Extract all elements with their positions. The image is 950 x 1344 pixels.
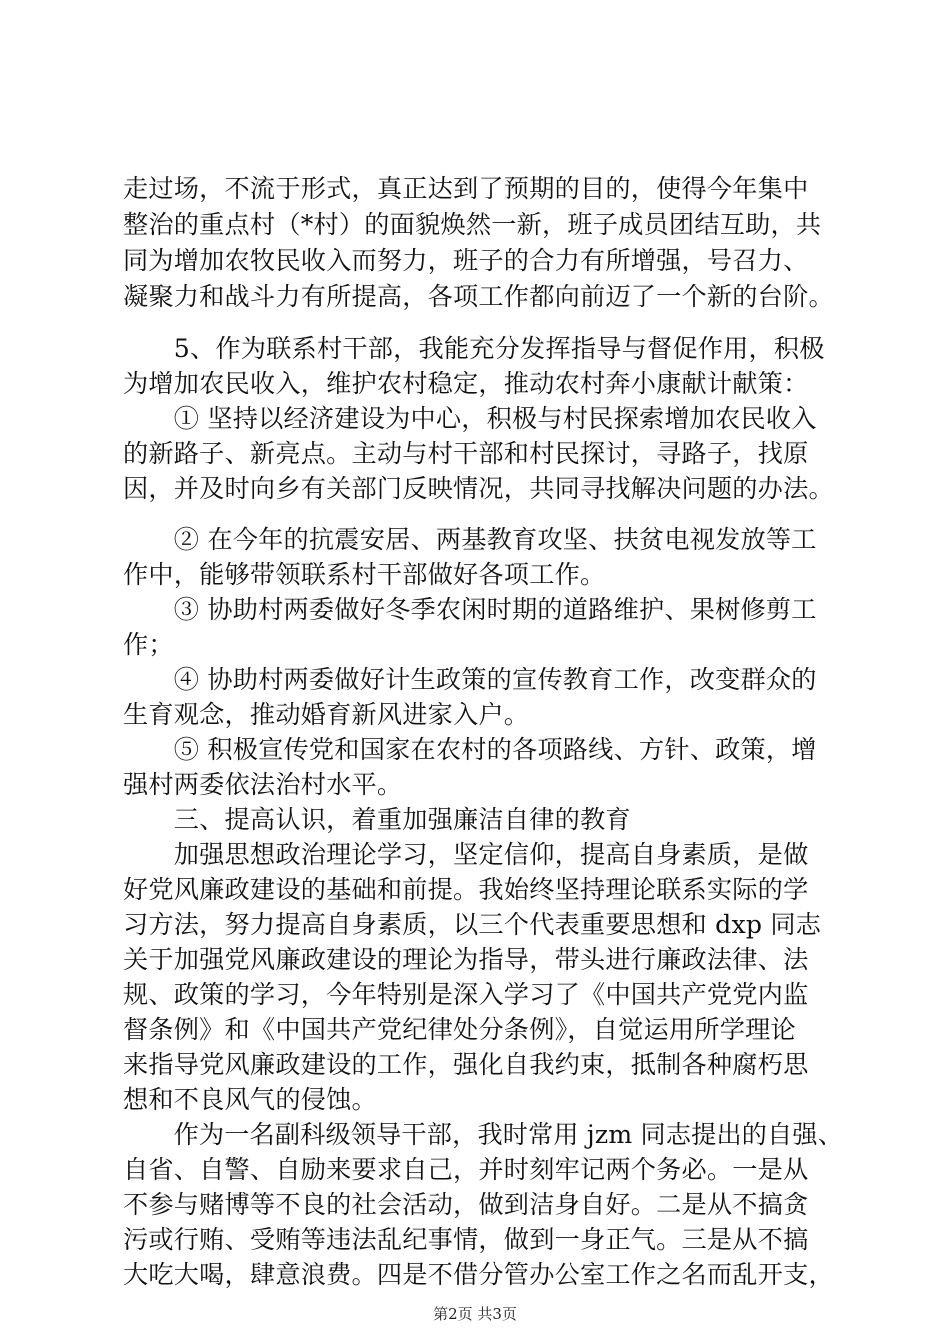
section-heading: 三、提高认识，着重加强廉洁自律的教育	[123, 805, 631, 834]
text-line: 污或行贿、受贿等违法乱纪事情，做到一身正气。三是从不搞	[123, 1225, 809, 1254]
text-line: 不参与赌博等不良的社会活动，做到洁身自好。二是从不搞贪	[123, 1190, 809, 1219]
text-line: 想和不良风气的侵蚀。	[123, 1085, 377, 1114]
text-line: ② 在今年的抗震安居、两基教育攻坚、扶贫电视发放等工	[123, 525, 817, 554]
text-line: 自省、自警、自励来要求自己，并时刻牢记两个务必。一是从	[123, 1155, 809, 1184]
text-line: 同为增加农牧民收入而努力，班子的合力有所增强，号召力、	[123, 246, 809, 275]
page-number-footer: 第2页 共3页	[433, 1305, 517, 1323]
text-line: 督条例》和《中国共产党纪律处分条例》，自觉运用所学理论	[123, 1015, 796, 1044]
text-line: 因，并及时向乡有关部门反映情况，共同寻找解决问题的办法。	[123, 474, 834, 503]
text-line: 作为一名副科级领导干部，我时常用 jzm 同志提出的自强、	[123, 1120, 844, 1149]
text-line: ④ 协助村两委做好计生政策的宣传教育工作，改变群众的	[123, 665, 817, 694]
text-line: ③ 协助村两委做好冬季农闲时期的道路维护、果树修剪工	[123, 595, 817, 624]
text-line: 凝聚力和战斗力有所提高，各项工作都向前迈了一个新的台阶。	[123, 282, 834, 311]
text-line: 来指导党风廉政建设的工作，强化自我约束，抵制各种腐朽思	[123, 1050, 809, 1079]
text-line: 整治的重点村（*村）的面貌焕然一新，班子成员团结互助，共	[123, 210, 822, 239]
text-line: 好党风廉政建设的基础和前提。我始终坚持理论联系实际的学	[123, 875, 809, 904]
text-line: 习方法，努力提高自身素质，以三个代表重要思想和 dxp 同志	[123, 910, 822, 939]
text-line: 作中，能够带领联系村干部做好各项工作。	[123, 560, 606, 589]
text-line: ① 坚持以经济建设为中心，积极与村民探索增加农民收入	[123, 404, 817, 433]
text-line: 关于加强党风廉政建设的理论为指导，带头进行廉政法律、法	[123, 945, 809, 974]
text-line: 5、作为联系村干部，我能充分发挥指导与督促作用，积极	[123, 334, 825, 363]
text-line: 加强思想政治理论学习，坚定信仰，提高自身素质，是做	[123, 840, 809, 869]
text-line: 走过场，不流于形式，真正达到了预期的目的，使得今年集中	[123, 174, 809, 203]
text-line: 强村两委依法治村水平。	[123, 770, 403, 799]
text-line: 规、政策的学习，今年特别是深入学习了《中国共产党党内监	[123, 980, 809, 1009]
text-line: 作；	[123, 630, 174, 659]
text-line: 为增加农民收入，维护农村稳定，推动农村奔小康献计献策：	[123, 369, 809, 398]
text-line: ⑤ 积极宣传党和国家在农村的各项路线、方针、政策，增	[123, 735, 817, 764]
text-line: 生育观念，推动婚育新风进家入户。	[123, 700, 530, 729]
text-line: 的新路子、新亮点。主动与村干部和村民探讨，寻路子，找原	[123, 439, 809, 468]
text-line: 大吃大喝，肆意浪费。四是不借分管办公室工作之名而乱开支，	[123, 1260, 834, 1289]
